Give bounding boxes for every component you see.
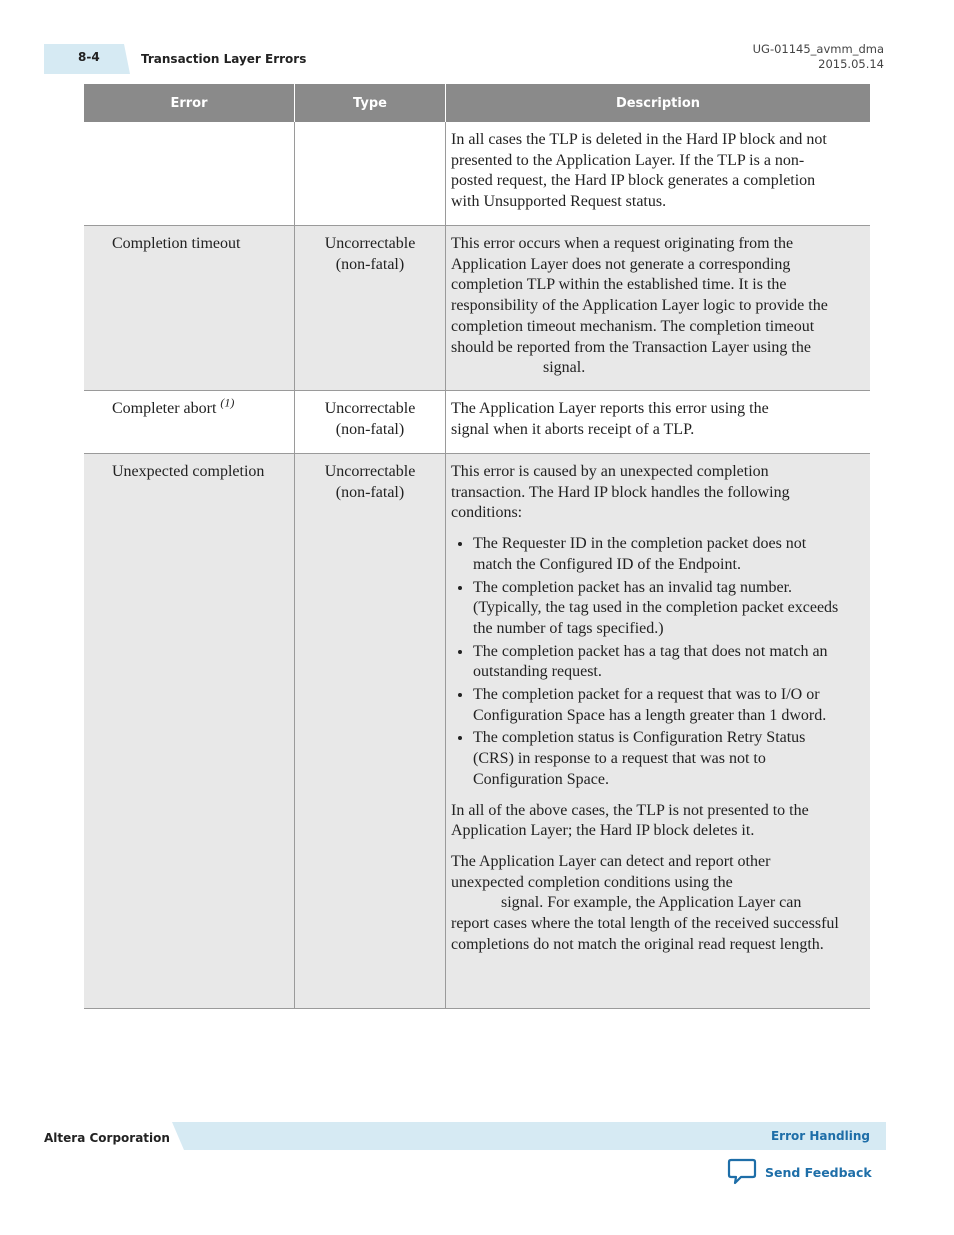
description-text [451,234,840,379]
list-item: • The completion packet for a request that was to I/O or Configuration Space has a length greater than 1 dword. [473,685,840,726]
description-cell [446,454,870,1008]
description-text [451,852,840,956]
company-name: Altera Corporation [44,1131,170,1145]
page-number: 8-4 [78,50,100,64]
error-cell [84,226,295,390]
doc-id: UG-01145_avmm_dma [752,42,884,56]
table-row [84,391,870,454]
errors-table [84,84,870,1009]
column-header-error: Error [84,84,295,122]
table-row [84,226,870,391]
type-line: Uncorrectable [324,463,416,480]
section-title: Transaction Layer Errors [141,52,307,66]
description-cell [446,122,870,225]
description-text: In all of the above cases, the TLP is not presented to the Application Layer; the Hard IP block deletes it. [451,801,809,840]
error-cell [84,391,295,453]
column-header-type: Type [295,84,446,122]
conditions-list [451,534,840,790]
description-text: In all cases the TLP is deleted in the Hard IP block and not presented to the Application Layer. If the TLP is a non-posted request, the Hard IP block generates a completion with Unsupported Request status. [451,131,827,211]
type-line: Uncorrectable [324,235,416,252]
type-cell [295,122,446,225]
description-text [451,399,840,440]
type-cell [295,391,446,453]
chapter-link[interactable]: Error Handling [770,1129,870,1143]
error-name: Completer abort [112,400,217,417]
error-name: Completion timeout [112,235,241,252]
description-part: signal. For example, the Application Layer can report cases where the total length of the received successful completions do not match the original read request length. [451,894,839,953]
table-row [84,122,870,226]
description-part: The Application Layer can detect and report other unexpected completion conditions using the [451,852,771,891]
error-cell [84,122,295,225]
description-part: signal. [543,359,586,377]
type-line: (non-fatal) [335,420,405,438]
type-line: Uncorrectable [324,400,416,417]
list-item: • The completion packet has a tag that does not match an outstanding request. [473,642,840,683]
error-cell [84,454,295,1008]
type-cell [295,454,446,1008]
list-item: • The completion status is Configuration Retry Status (CRS) in response to a request that was not to Configuration Space. [473,728,840,790]
speech-bubble-icon [727,1158,757,1186]
send-feedback-label: Send Feedback [765,1164,872,1180]
list-item: • The completion packet has an invalid tag number. (Typically, the tag used in the completion packet exceeds the number of tags specified.) [473,578,840,640]
type-line: (non-fatal) [335,255,405,273]
type-cell [295,226,446,390]
type-line: (non-fatal) [335,483,405,501]
description-part: The Application Layer reports this error using the [451,400,769,417]
description-cell [446,391,870,453]
description-intro: This error is caused by an unexpected completion transaction. The Hard IP block handles the following conditions: [451,463,790,522]
table-row [84,454,870,1009]
description-part: signal when it aborts receipt of a TLP. [451,420,695,438]
column-header-description: Description [615,95,701,111]
doc-date: 2015.05.14 [818,57,884,71]
list-item: • The Requester ID in the completion packet does not match the Configured ID of the Endpoint. [473,534,840,575]
description-cell [446,226,870,390]
error-name: Unexpected completion [112,463,265,480]
description-part: This error occurs when a request originating from the Application Layer does not generate a corresponding completion TLP within the established time. It is the responsibility of the Application Layer logic to provide the completion timeout mechanism. The completion timeout should be reported from the Transaction Layer using the [451,235,828,356]
send-feedback-link[interactable] [727,1158,872,1186]
doc-info [753,42,884,72]
table-header [84,84,870,122]
footnote-marker[interactable]: (1) [220,395,235,410]
